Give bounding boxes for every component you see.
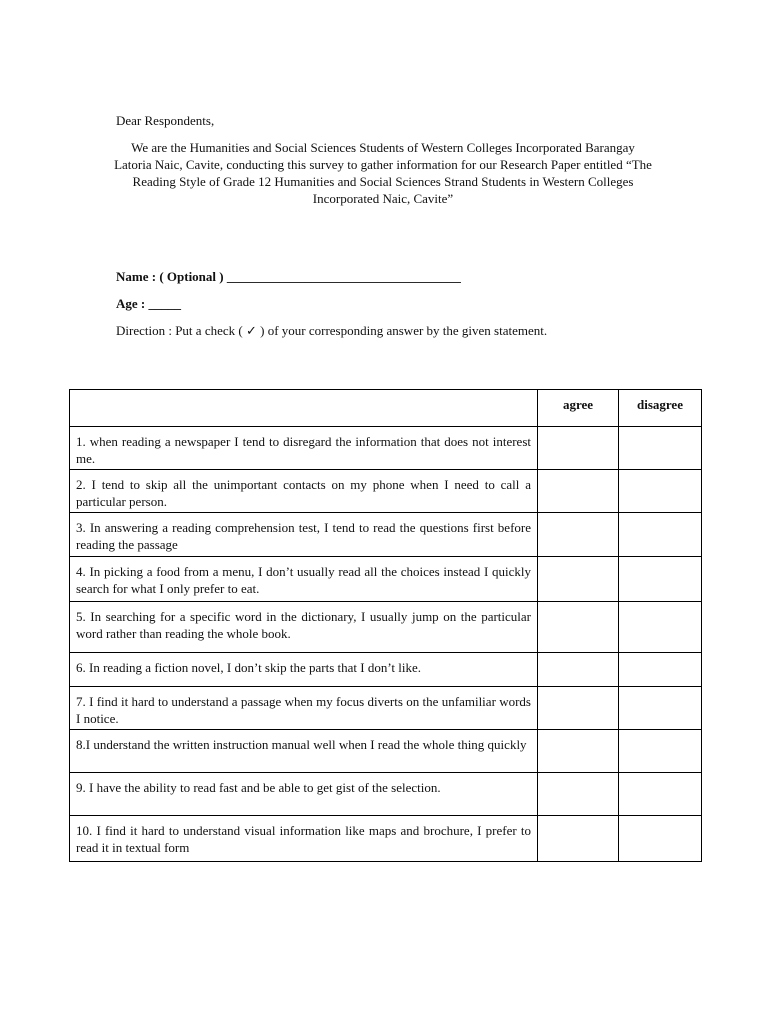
statement-cell: 5. In searching for a specific word in the dictionary, I usually jump on the particular word rather than reading the whole book. <box>70 602 538 653</box>
statement-header <box>70 390 538 427</box>
table-row <box>70 687 702 730</box>
survey-table <box>69 389 702 862</box>
disagree-checkbox[interactable] <box>619 427 702 470</box>
statement-cell: 10. I find it hard to understand visual information like maps and brochure, I prefer to read it in textual form <box>70 816 538 862</box>
intro-paragraph: We are the Humanities and Social Sciences Students of Western Colleges Incorporated Barangay Latoria Naic, Cavite, conducting this survey to gather information for our Research Paper entitled “The Reading Style of Grade 12 Humanities and Social Sciences Strand Students in Western Colleges Incorporated Naic, Cavite” <box>114 140 652 206</box>
table-row <box>70 653 702 687</box>
disagree-checkbox[interactable] <box>619 513 702 557</box>
agree-checkbox[interactable] <box>538 653 619 687</box>
greeting: Dear Respondents, <box>116 113 215 128</box>
agree-checkbox[interactable] <box>538 427 619 470</box>
statement-cell: 8.I understand the written instruction manual well when I read the whole thing quickly <box>70 730 538 773</box>
name-field-label[interactable]: Name : ( Optional ) ____________________________________ <box>116 269 461 284</box>
table-row <box>70 602 702 653</box>
table-row <box>70 730 702 773</box>
disagree-checkbox[interactable] <box>619 653 702 687</box>
disagree-checkbox[interactable] <box>619 557 702 602</box>
age-field-label[interactable]: Age : _____ <box>116 296 181 311</box>
table-row <box>70 470 702 513</box>
agree-checkbox[interactable] <box>538 816 619 862</box>
statement-cell: 3. In answering a reading comprehension test, I tend to read the questions first before reading the passage <box>70 513 538 557</box>
disagree-checkbox[interactable] <box>619 470 702 513</box>
disagree-checkbox[interactable] <box>619 602 702 653</box>
disagree-checkbox[interactable] <box>619 816 702 862</box>
direction-suffix: ) of your corresponding answer by the given statement. <box>256 323 548 338</box>
disagree-header: disagree <box>619 390 702 427</box>
agree-checkbox[interactable] <box>538 602 619 653</box>
statement-cell: 2. I tend to skip all the unimportant contacts on my phone when I need to call a particular person. <box>70 470 538 513</box>
agree-checkbox[interactable] <box>538 557 619 602</box>
statement-cell: 9. I have the ability to read fast and be able to get gist of the selection. <box>70 773 538 816</box>
table-row <box>70 427 702 470</box>
table-header-row <box>70 390 702 427</box>
statement-cell: 4. In picking a food from a menu, I don’t usually read all the choices instead I quickly search for what I only prefer to eat. <box>70 557 538 602</box>
direction-text <box>116 322 547 341</box>
disagree-checkbox[interactable] <box>619 687 702 730</box>
agree-checkbox[interactable] <box>538 773 619 816</box>
table-row <box>70 816 702 862</box>
check-mark-icon: ✓ <box>245 324 257 339</box>
agree-checkbox[interactable] <box>538 687 619 730</box>
agree-checkbox[interactable] <box>538 513 619 557</box>
direction-prefix: Direction : Put a check ( <box>116 323 246 338</box>
statement-cell: 7. I find it hard to understand a passage when my focus diverts on the unfamiliar words I notice. <box>70 687 538 730</box>
table-row <box>70 513 702 557</box>
disagree-checkbox[interactable] <box>619 773 702 816</box>
statement-cell: 6. In reading a fiction novel, I don’t skip the parts that I don’t like. <box>70 653 538 687</box>
table-row <box>70 557 702 602</box>
disagree-checkbox[interactable] <box>619 730 702 773</box>
agree-header: agree <box>538 390 619 427</box>
agree-checkbox[interactable] <box>538 470 619 513</box>
agree-checkbox[interactable] <box>538 730 619 773</box>
table-row <box>70 773 702 816</box>
statement-cell: 1. when reading a newspaper I tend to disregard the information that does not interest me. <box>70 427 538 470</box>
